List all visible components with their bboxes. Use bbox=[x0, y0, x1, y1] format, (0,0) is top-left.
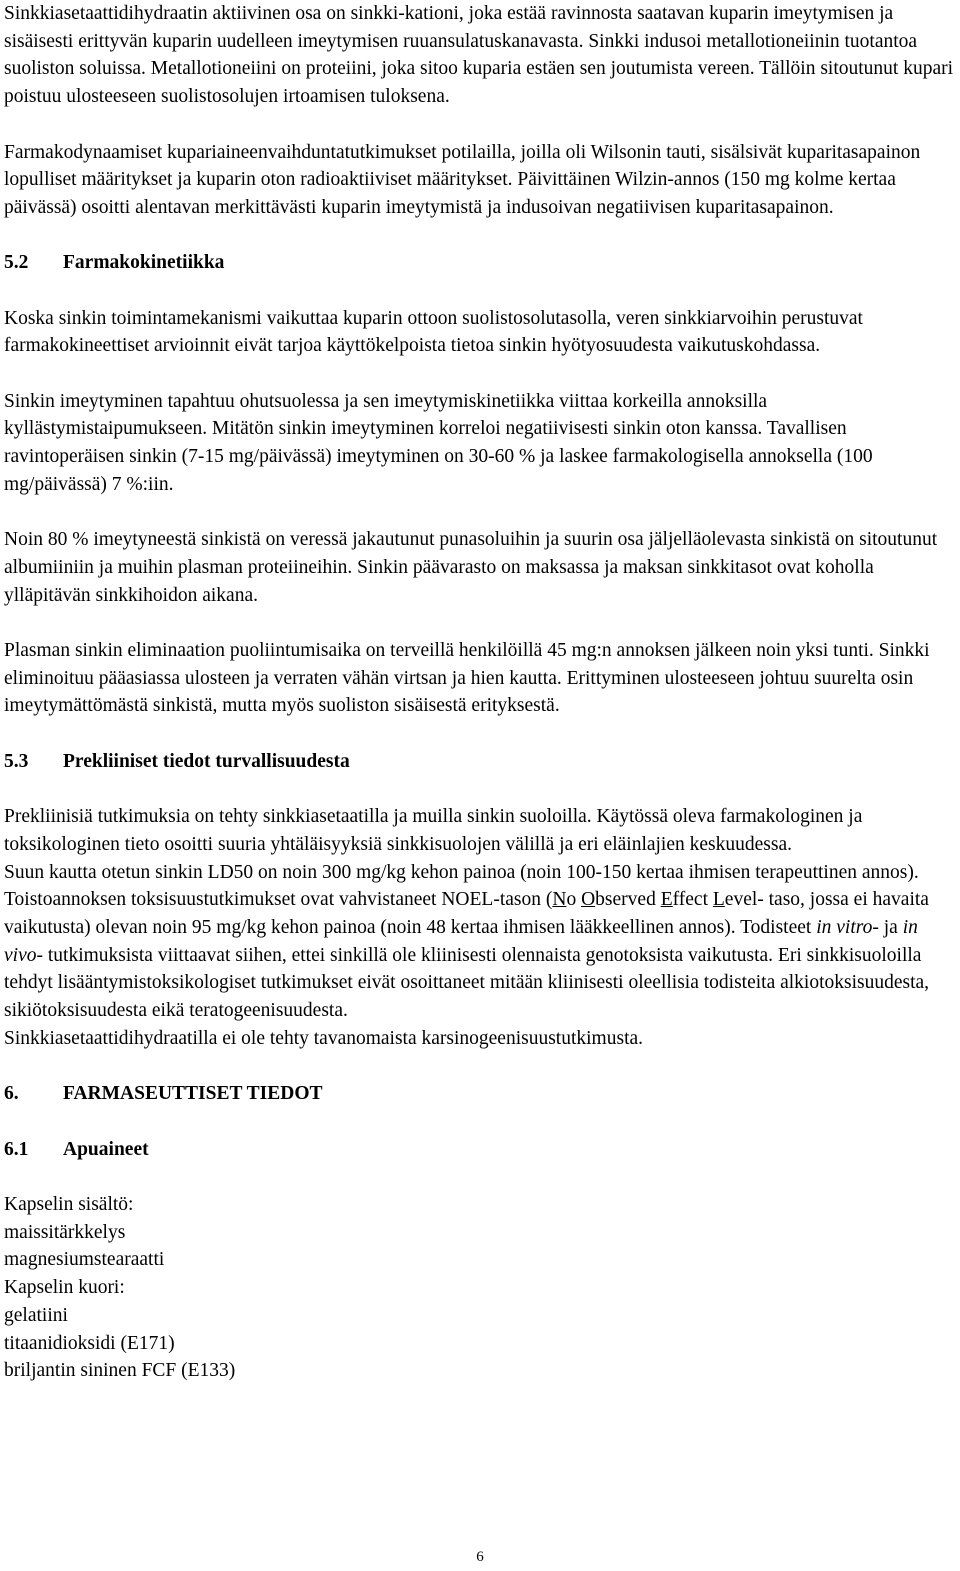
section-heading-6 bbox=[4, 1080, 956, 1108]
document-page bbox=[4, 0, 956, 1385]
text-run: ja bbox=[878, 917, 903, 939]
section-title: Apuaineet bbox=[63, 1138, 149, 1160]
underlined-letter: O bbox=[581, 889, 596, 911]
paragraph-carcinogenicity: Sinkkiasetaattidihydraatilla ei ole tehty tavanomaista karsinogeenisuustutkimusta. bbox=[4, 1027, 644, 1049]
text-run: Suun kautta otetun sinkin LD50 on noin 300 mg/kg kehon painoa (noin 100-150 kertaa ihmisen terapeuttinen annos). Toistoannoksen toksisuustutkimukset ovat vahvistaneet NOEL-tason ( bbox=[4, 861, 919, 911]
section-heading-5-2 bbox=[4, 249, 956, 277]
text-run: ffect bbox=[672, 889, 713, 911]
section-number: 6. bbox=[4, 1083, 19, 1105]
excipient-list-item: briljantin sininen FCF (E133) bbox=[4, 1360, 236, 1382]
section-number: 5.2 bbox=[4, 252, 29, 274]
paragraph-mechanism: Sinkkiasetaattidihydraatin aktiivinen osa on sinkki-kationi, joka estää ravinnosta saatavan kuparin imeytymisen ja sisäisesti erittyvän kuparin uudelleen imeytymisen ruuansulatuskanavasta. Sinkki indusoi metallotioneiinin tuotantoa suoliston soluissa. Metallotioneiini on proteiini, joka sitoo kuparia estäen sen joutumista vereen. Tällöin sitoutunut kupari poistuu ulosteeseen suolistosolujen irtoamisen tuloksena. bbox=[4, 3, 954, 108]
section-number: 5.3 bbox=[4, 750, 29, 772]
section-title: FARMASEUTTISET TIEDOT bbox=[63, 1083, 323, 1105]
paragraph-toxicity bbox=[4, 859, 956, 1025]
underlined-letter: E bbox=[660, 889, 673, 911]
text-run: o bbox=[566, 889, 582, 911]
text-run: bserved bbox=[595, 889, 661, 911]
excipient-list-item: Kapselin sisältö: bbox=[4, 1194, 134, 1216]
section-number: 6.1 bbox=[4, 1138, 29, 1160]
italic-term: in vitro- bbox=[816, 917, 879, 939]
excipient-list-item: gelatiini bbox=[4, 1304, 68, 1326]
excipient-list-item: Kapselin kuori: bbox=[4, 1277, 125, 1299]
section-heading-6-1 bbox=[4, 1136, 956, 1164]
paragraph-preclinical: Prekliinisiä tutkimuksia on tehty sinkkiasetaatilla ja muilla sinkin suoloilla. Käytössä oleva farmakologinen ja toksikologinen tieto osoitti suuria yhtäläisyyksiä sinkkisuolojen välillä ja eri eläinlajien keskuudessa. bbox=[4, 806, 863, 855]
text-run: evel- taso, jossa ei havaita vaikutusta) olevan noin 95 mg/kg kehon painoa (noin 48 kertaa ihmisen lääkkeellinen annos). Todisteet bbox=[4, 889, 929, 939]
paragraph-distribution: Noin 80 % imeytyneestä sinkistä on veressä jakautunut punasoluihin ja suurin osa jäljelläolevasta sinkistä on sitoutunut albumiiniin ja muihin plasman proteiineihin. Sinkin päävarasto on maksassa ja maksan sinkkitasot ovat koholla ylläpitävän sinkkihoidon aikana. bbox=[4, 529, 938, 606]
underlined-letter: L bbox=[712, 889, 725, 911]
underlined-letter: N bbox=[552, 889, 567, 911]
paragraph-absorption: Sinkin imeytyminen tapahtuu ohutsuolessa ja sen imeytymiskinetiikka viittaa korkeilla annoksilla kyllästymistaipumukseen. Mitätön sinkin imeytyminen korreloi negatiivisesti sinkin oton kanssa. Tavallisen ravintoperäisen sinkin (7-15 mg/päivässä) imeytyminen on 30-60 % ja laskee farmakologisella annoksella (100 mg/päivässä) 7 %:iin. bbox=[4, 390, 873, 495]
excipient-list-item: titaanidioksidi (E171) bbox=[4, 1332, 175, 1354]
excipient-list bbox=[4, 1191, 956, 1385]
section-heading-5-3 bbox=[4, 748, 956, 776]
paragraph-pk-intro: Koska sinkin toimintamekanismi vaikuttaa kuparin ottoon suolistosolutasolla, veren sinkkiarvoihin perustuvat farmakokineettiset arvioinnit eivät tarjoa käyttökelpoista tietoa sinkin hyötyosuudesta vaikutuskohdassa. bbox=[4, 307, 863, 357]
italic-term: in vivo- bbox=[4, 917, 918, 966]
section-title: Prekliiniset tiedot turvallisuudesta bbox=[63, 750, 350, 772]
excipient-list-item: magnesiumstearaatti bbox=[4, 1249, 165, 1271]
page-number: 6 bbox=[476, 1549, 484, 1565]
text-run: tutkimuksista viittaavat siihen, ettei sinkillä ole kliinisesti olennaista genotoksista vaikutusta. Eri sinkkisuoloilla tehdyt lisääntymistoksikologiset tutkimukset eivät osoittaneet mitään kliinisesti oleellisia todisteita alkiotoksisuudesta, sikiötoksisuudesta eikä teratogeenisuudesta. bbox=[4, 944, 930, 1022]
section-title: Farmakokinetiikka bbox=[63, 252, 225, 274]
excipient-list-item: maissitärkkelys bbox=[4, 1221, 126, 1243]
paragraph-pharmacodynamics: Farmakodynaamiset kupariaineenvaihduntatutkimukset potilailla, joilla oli Wilsonin tauti, sisälsivät kuparitasapainon lopulliset määritykset ja kuparin oton radioaktiiviset määritykset. Päivittäinen Wilzin-annos (150 mg kolme kertaa päivässä) osoitti alentavan merkittävästi kuparin imeytymistä ja indusoivan negatiivisen kuparitasapainon. bbox=[4, 141, 921, 218]
paragraph-elimination: Plasman sinkin eliminaation puoliintumisaika on terveillä henkilöillä 45 mg:n annoksen jälkeen noin yksi tunti. Sinkki eliminoituu pääasiassa ulosteen ja verraten vähän virtsan ja hien kautta. Erittyminen ulosteeseen johtuu suurelta osin imeytymättömästä sinkistä, mutta myös suoliston sisäisestä erityksestä. bbox=[4, 640, 930, 717]
